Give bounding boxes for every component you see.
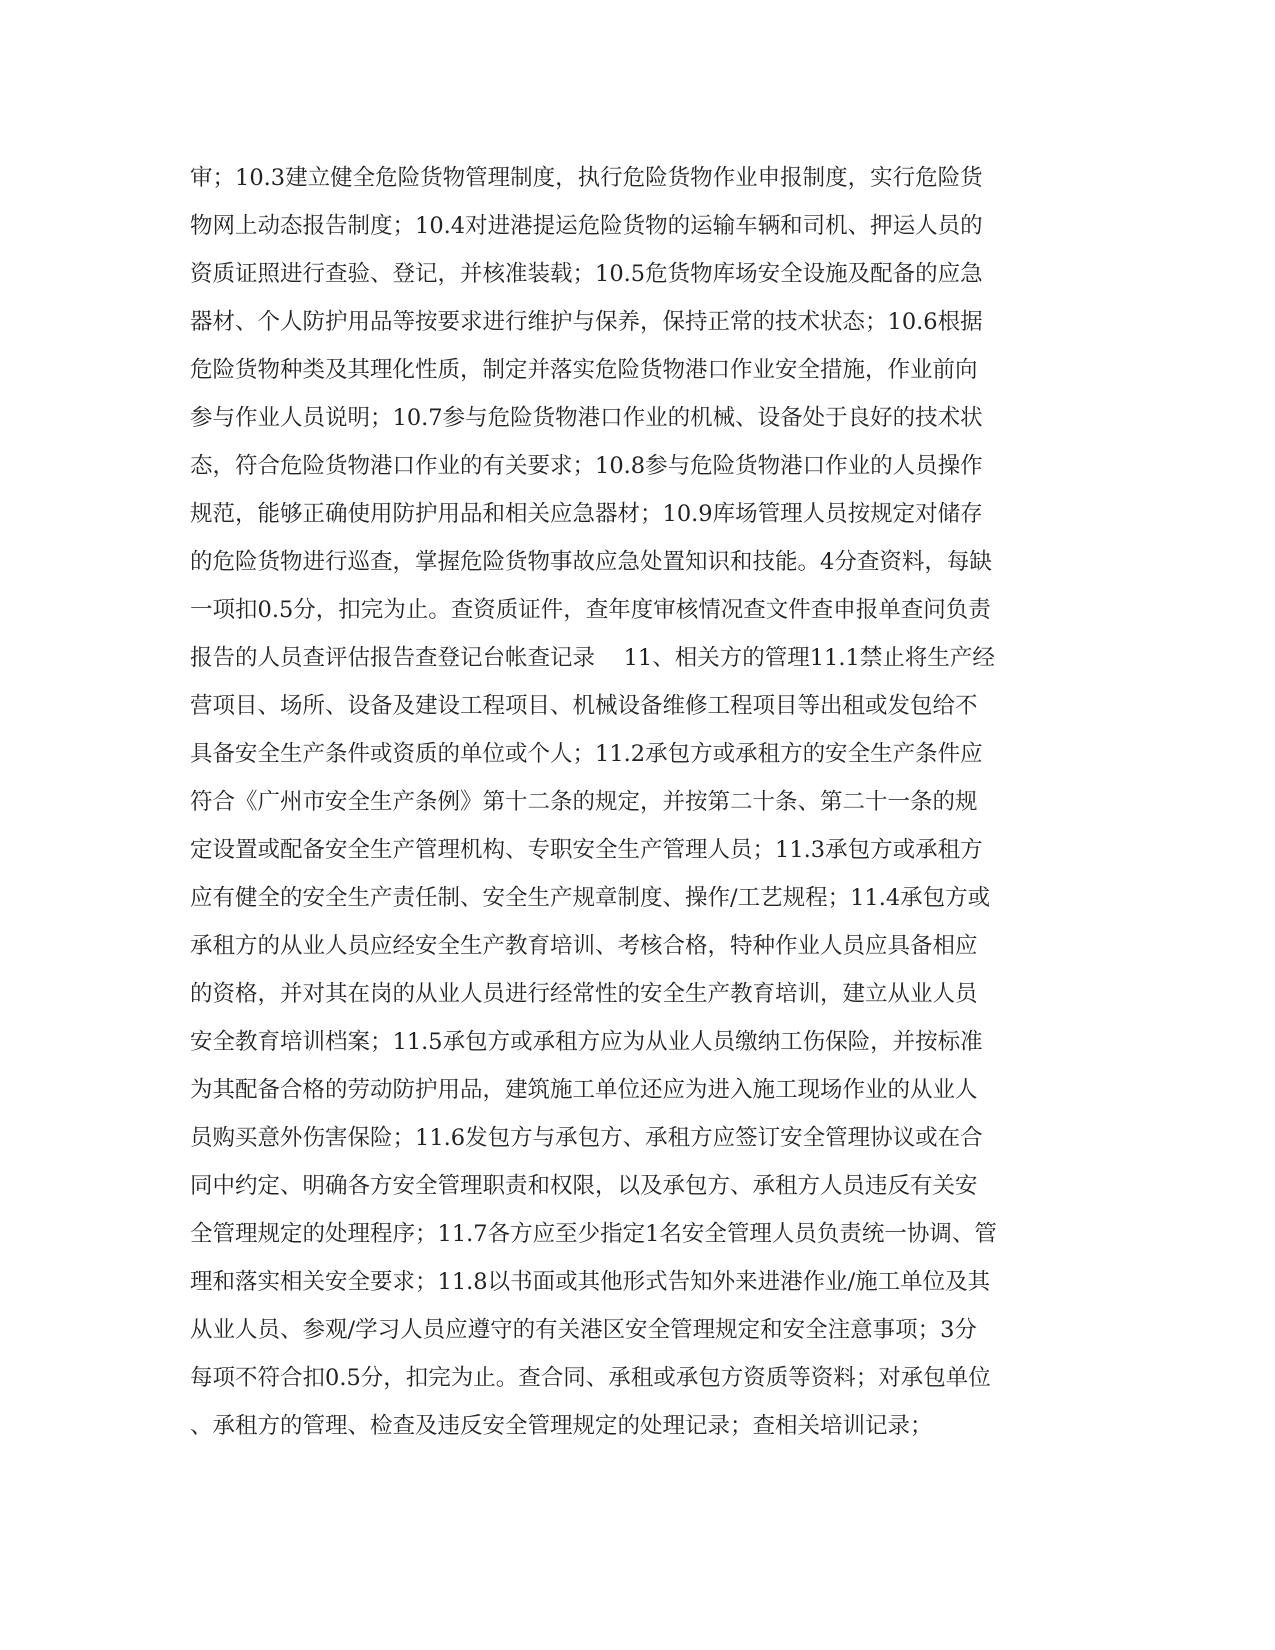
text-line: 符合《广州市安全生产条例》第十二条的规定，并按第二十条、第二十一条的规 <box>190 789 978 815</box>
text-line: 危险货物种类及其理化性质，制定并落实危险货物港口作业安全措施，作业前向 <box>190 357 978 383</box>
text-line: 具备安全生产条件或资质的单位或个人；11.2承包方或承租方的安全生产条件应 <box>190 741 983 767</box>
text-line: 态，符合危险货物港口作业的有关要求；10.8参与危险货物港口作业的人员操作 <box>190 453 983 479</box>
text-line: 从业人员、参观/学习人员应遵守的有关港区安全管理规定和安全注意事项；3分 <box>190 1317 977 1343</box>
text-line: 资质证照进行查验、登记，并核准装载；10.5危货物库场安全设施及配备的应急 <box>190 261 983 287</box>
text-line: 参与作业人员说明；10.7参与危险货物港口作业的机械、设备处于良好的技术状 <box>190 405 983 431</box>
text-line: 全管理规定的处理程序；11.7各方应至少指定1名安全管理人员负责统一协调、管 <box>190 1221 997 1247</box>
text-line: 的资格，并对其在岗的从业人员进行经常性的安全生产教育培训，建立从业人员 <box>190 981 978 1007</box>
text-line: 一项扣0.5分，扣完为止。查资质证件，查年度审核情况查文件查申报单查问负责 <box>190 597 991 623</box>
text-line: 安全教育培训档案；11.5承包方或承租方应为从业人员缴纳工伤保险，并按标准 <box>190 1029 983 1055</box>
text-line: 承租方的从业人员应经安全生产教育培训、考核合格，特种作业人员应具备相应 <box>190 933 978 959</box>
text-line: 的危险货物进行巡查，掌握危险货物事故应急处置知识和技能。4分查资料，每缺 <box>190 549 992 575</box>
text-line: 理和落实相关安全要求；11.8以书面或其他形式告知外来进港作业/施工单位及其 <box>190 1269 991 1295</box>
text-line: 同中约定、明确各方安全管理职责和权限，以及承包方、承租方人员违反有关安 <box>190 1173 978 1199</box>
text-line: 审；10.3建立健全危险货物管理制度，执行危险货物作业申报制度，实行危险货 <box>190 165 983 191</box>
text-line: 物网上动态报告制度；10.4对进港提运危险货物的运输车辆和司机、押运人员的 <box>190 213 983 239</box>
text-line: 器材、个人防护用品等按要求进行维护与保养，保持正常的技术状态；10.6根据 <box>190 309 983 335</box>
text-line: 营项目、场所、设备及建设工程项目、机械设备维修工程项目等出租或发包给不 <box>190 693 978 719</box>
text-line: 应有健全的安全生产责任制、安全生产规章制度、操作/工艺规程；11.4承包方或 <box>190 885 991 911</box>
text-line: 规范，能够正确使用防护用品和相关应急器材；10.9库场管理人员按规定对储存 <box>190 501 983 527</box>
text-line: 定设置或配备安全生产管理机构、专职安全生产管理人员；11.3承包方或承租方 <box>190 837 983 863</box>
text-line: 报告的人员查评估报告查登记台帐查记录 11、相关方的管理11.1禁止将生产经 <box>190 645 995 671</box>
text-line: 、承租方的管理、检查及违反安全管理规定的处理记录；查相关培训记录； <box>190 1413 933 1439</box>
text-line: 每项不符合扣0.5分，扣完为止。查合同、承租或承包方资质等资料；对承包单位 <box>190 1365 991 1391</box>
text-line: 为其配备合格的劳动防护用品，建筑施工单位还应为进入施工现场作业的从业人 <box>190 1077 978 1103</box>
text-line: 员购买意外伤害保险；11.6发包方与承包方、承租方应签订安全管理协议或在合 <box>190 1125 983 1151</box>
body-text <box>190 154 1090 1450</box>
